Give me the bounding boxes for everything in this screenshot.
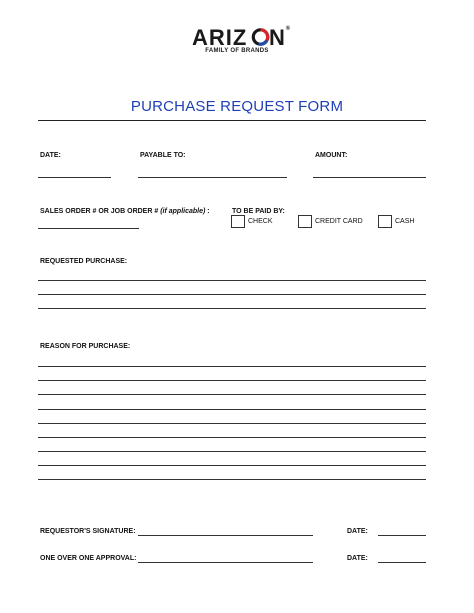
sales-order-label [40, 208, 210, 215]
credit-card-option-label: CREDIT CARD [315, 218, 363, 225]
payable-to-label: PAYABLE TO: [140, 152, 186, 159]
reason-line[interactable] [38, 366, 426, 367]
form-title: PURCHASE REQUEST FORM [130, 98, 344, 115]
logo-wordmark [191, 24, 292, 50]
credit-card-checkbox[interactable] [298, 215, 312, 228]
cash-checkbox[interactable] [378, 215, 392, 228]
requestors-signature-field[interactable] [138, 535, 313, 536]
check-checkbox[interactable] [231, 215, 245, 228]
brand-logo [0, 24, 474, 54]
approval-date-label: DATE: [347, 555, 368, 562]
payable-to-field[interactable] [138, 177, 287, 178]
cash-option-label: CASH [395, 218, 415, 225]
requested-purchase-line[interactable] [38, 308, 426, 309]
reason-line[interactable] [38, 437, 426, 438]
amount-field[interactable] [313, 177, 426, 178]
date-field[interactable] [38, 177, 111, 178]
sales-order-label-text: SALES ORDER # OR JOB ORDER # [40, 208, 159, 215]
to-be-paid-by-label: TO BE PAID BY: [232, 208, 285, 215]
signature-date-label: DATE: [347, 528, 368, 535]
registered-mark: ® [285, 26, 292, 32]
logo-wordmark-graphic [192, 24, 292, 50]
reason-line[interactable] [38, 409, 426, 410]
sales-order-field[interactable] [38, 228, 139, 229]
svg-text:N: N [268, 25, 286, 50]
svg-text:ARIZ: ARIZ [191, 25, 248, 50]
signature-date-field[interactable] [378, 535, 426, 536]
reason-line[interactable] [38, 479, 426, 480]
approval-label: ONE OVER ONE APPROVAL: [40, 555, 137, 562]
title-divider [38, 120, 426, 121]
check-option-label: CHECK [248, 218, 273, 225]
reason-for-purchase-label: REASON FOR PURCHASE: [40, 343, 131, 350]
logo-tagline: FAMILY OF BRANDS [205, 48, 269, 54]
reason-line[interactable] [38, 465, 426, 466]
approval-date-field[interactable] [378, 562, 426, 563]
reason-line[interactable] [38, 451, 426, 452]
sales-order-note: (if applicable) [160, 208, 206, 215]
date-label: DATE: [40, 152, 61, 159]
requested-purchase-line[interactable] [38, 294, 426, 295]
requested-purchase-line[interactable] [38, 280, 426, 281]
approval-field[interactable] [138, 562, 313, 563]
reason-line[interactable] [38, 380, 426, 381]
amount-label: AMOUNT: [315, 152, 348, 159]
reason-line[interactable] [38, 423, 426, 424]
requested-purchase-label: REQUESTED PURCHASE: [40, 258, 128, 265]
sales-order-colon: : [207, 208, 210, 215]
requestors-signature-label: REQUESTOR'S SIGNATURE: [40, 528, 136, 535]
reason-line[interactable] [38, 394, 426, 395]
